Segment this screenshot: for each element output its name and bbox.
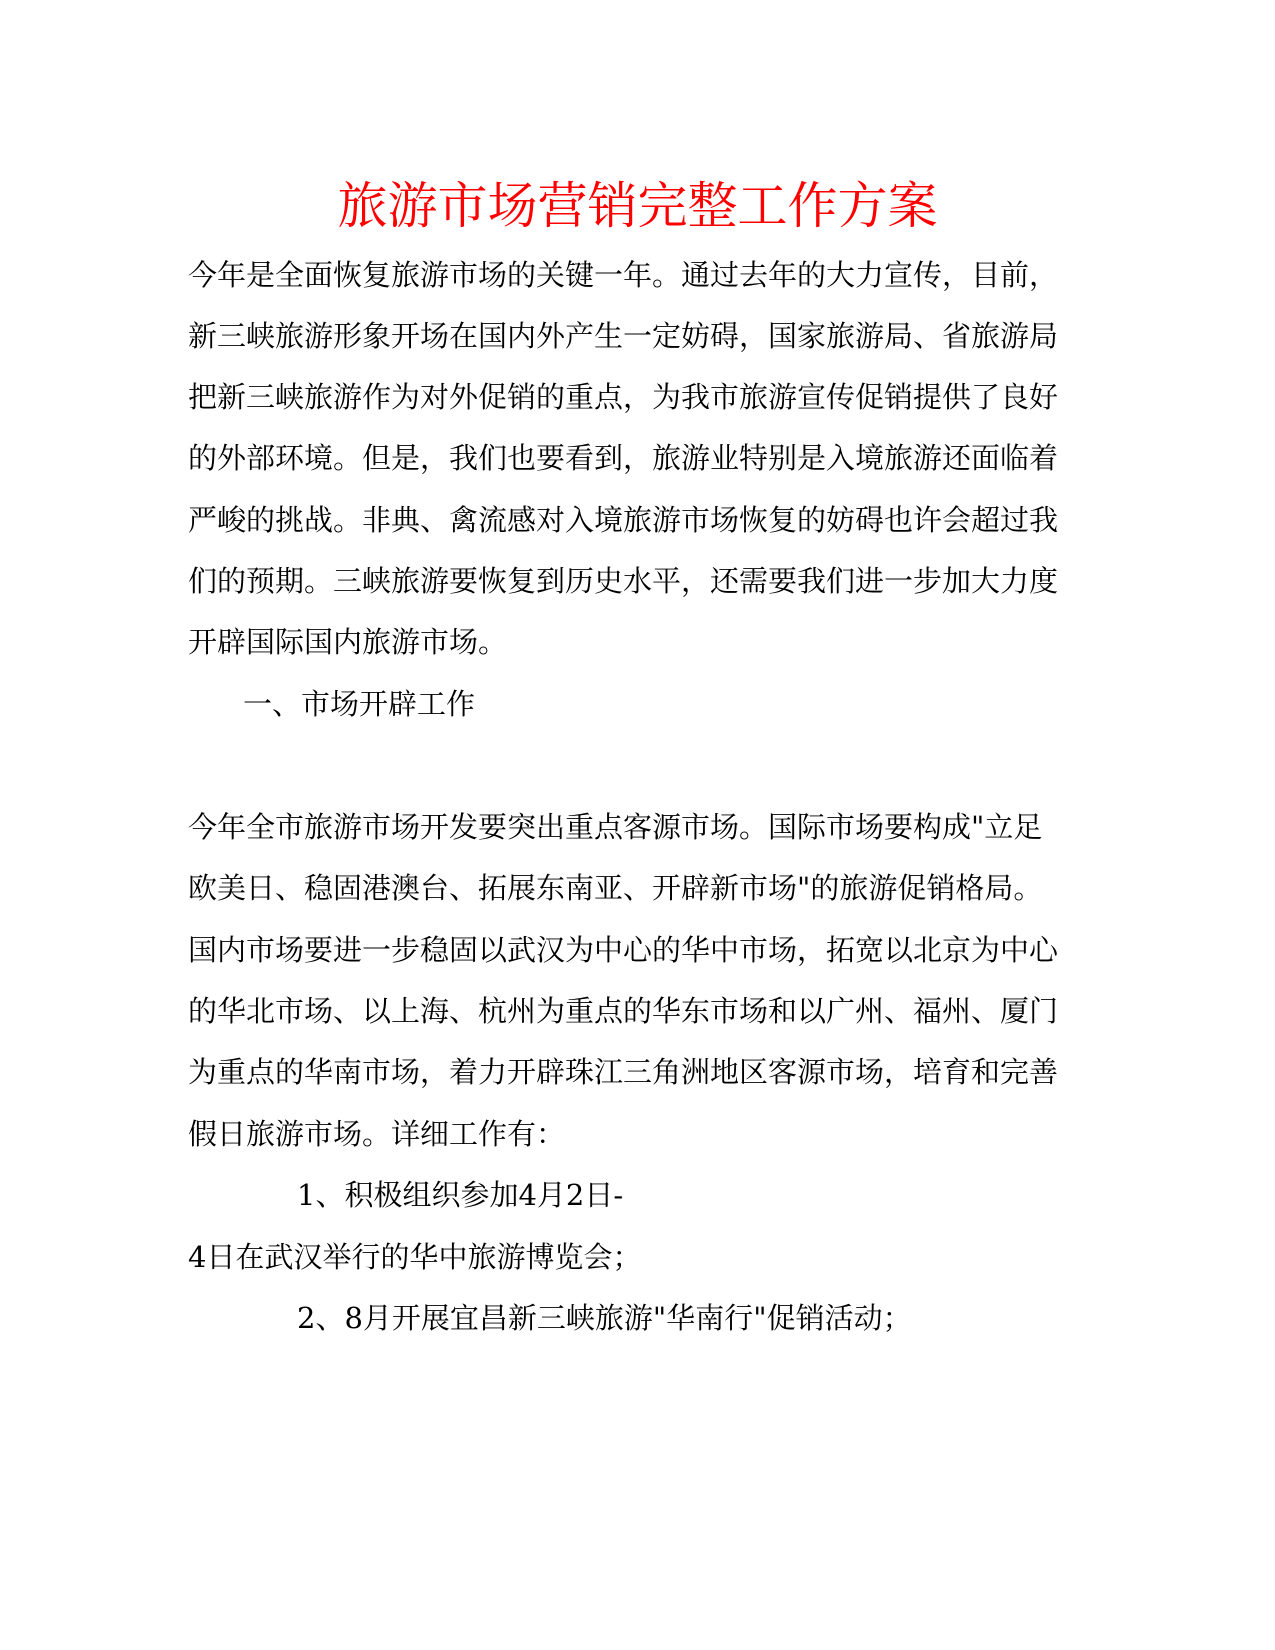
section-line: 假日旅游市场。详细工作有：: [188, 1117, 566, 1151]
section-line: 为重点的华南市场，着力开辟珠江三角洲地区客源市场，培育和完善: [188, 1055, 1059, 1089]
intro-line: 们的预期。三峡旅游要恢复到历史水平，还需要我们进一步加大力度: [188, 564, 1059, 598]
intro-line: 的外部环境。但是，我们也要看到，旅游业特别是入境旅游还面临着: [188, 441, 1059, 475]
list-item: 1、积极组织参加4月2日-: [297, 1178, 624, 1212]
intro-line: 今年是全面恢复旅游市场的关键一年。通过去年的大力宣传，目前，: [188, 258, 1059, 292]
list-item: 2、8月开展宜昌新三峡旅游"华南行"促销活动；: [297, 1301, 912, 1335]
intro-line: 严峻的挑战。非典、禽流感对入境旅游市场恢复的妨碍也许会超过我: [188, 503, 1059, 537]
section-line: 今年全市旅游市场开发要突出重点客源市场。国际市场要构成"立足: [188, 810, 1043, 844]
section-line: 国内市场要进一步稳固以武汉为中心的华中市场，拓宽以北京为中心: [188, 933, 1059, 967]
section-line: 欧美日、稳固港澳台、拓展东南亚、开辟新市场"的旅游促销格局。: [188, 871, 1043, 905]
document-title: 旅游市场营销完整工作方案: [337, 177, 938, 235]
intro-line: 新三峡旅游形象开场在国内外产生一定妨碍，国家旅游局、省旅游局: [188, 319, 1059, 353]
intro-line: 把新三峡旅游作为对外促销的重点，为我市旅游宣传促销提供了良好: [188, 380, 1059, 414]
section-heading: 一、市场开辟工作: [243, 687, 476, 721]
list-item-continuation: 4日在武汉举行的华中旅游博览会；: [188, 1240, 642, 1274]
section-line: 的华北市场、以上海、杭州为重点的华东市场和以广州、福州、厦门: [188, 994, 1059, 1028]
intro-line: 开辟国际国内旅游市场。: [188, 625, 508, 659]
